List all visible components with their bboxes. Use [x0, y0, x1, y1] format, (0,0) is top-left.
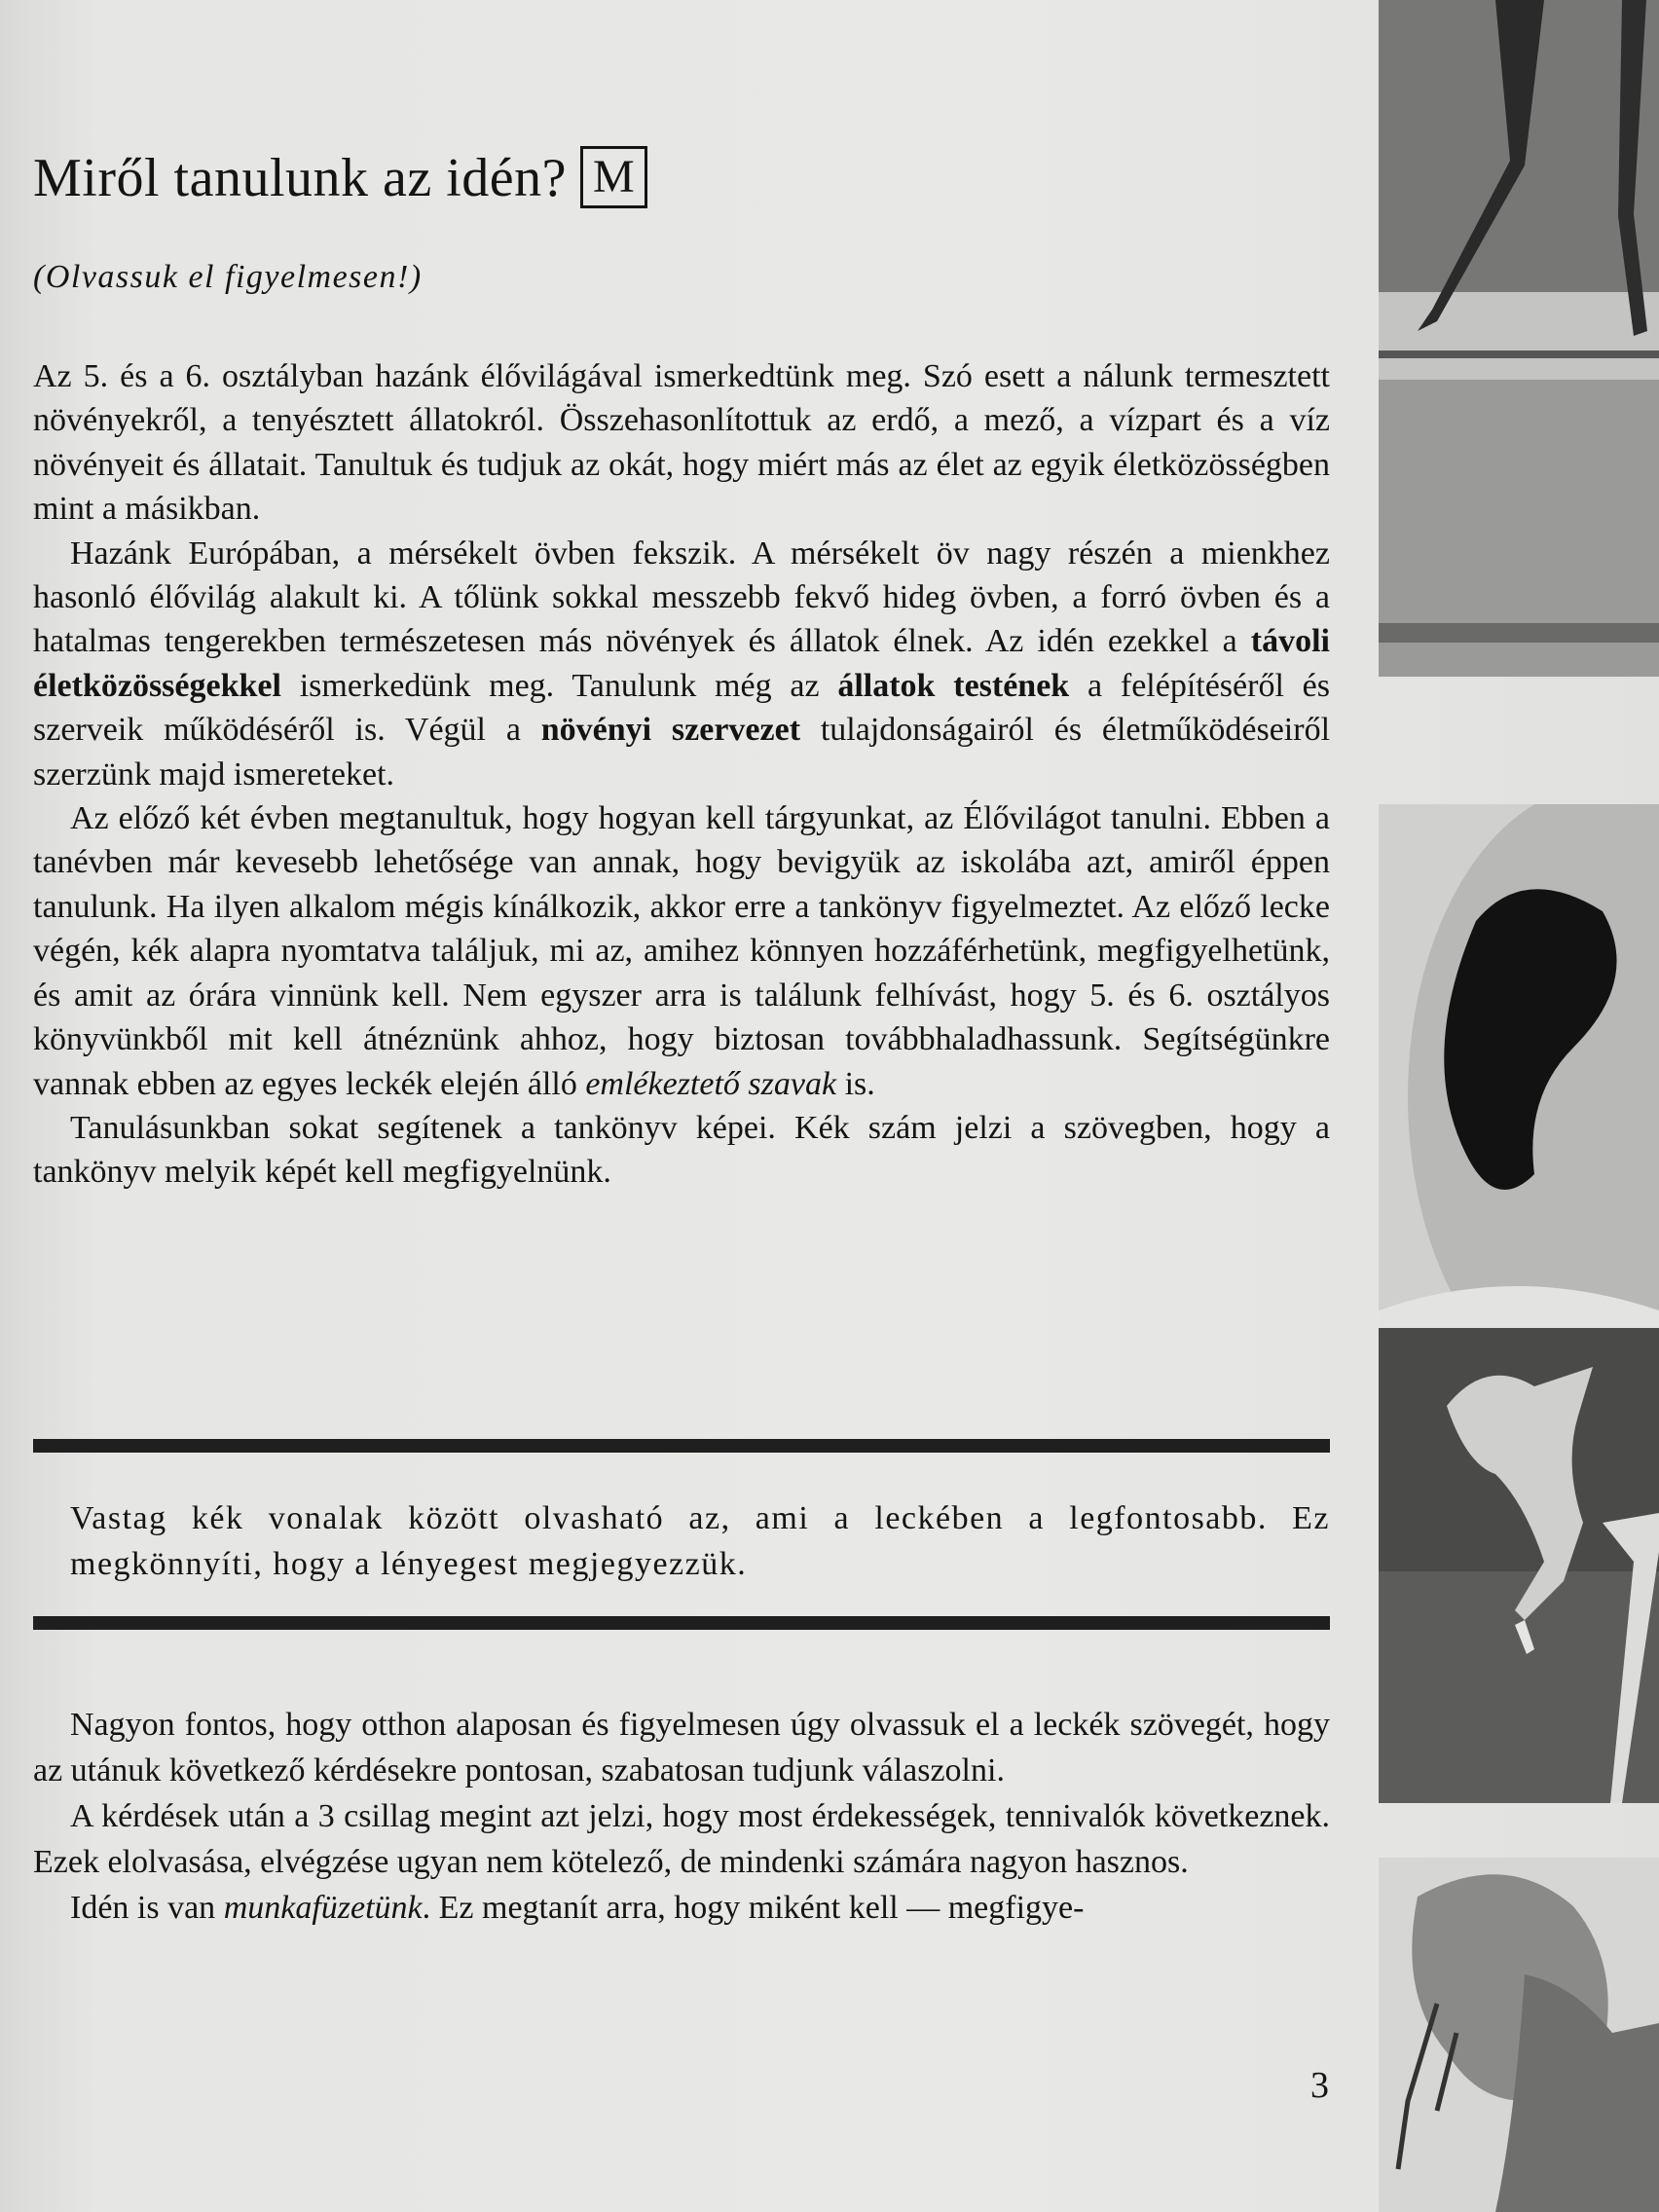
lesson-title: [33, 146, 647, 209]
page-number: 3: [1310, 2065, 1329, 2106]
paragraph-6: A kérdések után a 3 csillag megint azt jelzi, hogy most érdekességek, tennivalók következnek. Ezek elolvasása, elvégzése ugyan nem kötelező, de mindenki számára nagyon hasznos.: [33, 1798, 1330, 1880]
paragraph-7-text: Idén is van: [70, 1890, 216, 1926]
study-tips-section: [33, 1702, 1330, 1931]
paragraph-7-text: . Ez megtanít arra, hogy miként kell — megfigye-: [422, 1890, 1085, 1926]
highlight-text: Vastag kék vonalak között olvasható az, ami a leckében a legfontosabb. Ez megkönnyíti, hogy a lényegest megjegyezzük.: [70, 1500, 1330, 1582]
paragraph-2-text: Hazánk Európában, a mérsékelt övben fekszik. A mérsékelt öv nagy részén a mienkhez hasonló élővilág alakult ki. A tőlünk sokkal messzebb fekvő hideg övben, a forró övben és a hatalmas tengerekben természetesen más növények és állatok élnek. Az idén ezekkel a: [33, 535, 1330, 660]
giraffe-legs-photo: [1379, 0, 1659, 677]
paragraph-2-text: tulajdonságairól és életműködéseiről szerzünk majd ismereteket.: [33, 712, 1331, 793]
bold-term-distant-communities: távoli életközösségekkel: [33, 623, 1330, 704]
paragraph-5: Nagyon fontos, hogy otthon alaposan és figyelmesen úgy olvassuk el a leckék szövegét, hogy az utánuk következő kérdésekre pontosan, szabatosan tudjunk válaszolni.: [33, 1707, 1330, 1788]
lesson-title-text: Miről tanulunk az idén?: [33, 148, 568, 208]
highlight-rule-bottom: [33, 1616, 1330, 1630]
highlight-box: [70, 1495, 1330, 1587]
lesson-subtitle: (Olvassuk el figyelmesen!): [33, 259, 423, 295]
bold-term-plant-organism: növényi szervezet: [540, 712, 801, 749]
paragraph-3-text: Az előző két évben megtanultuk, hogy hogyan kell tárgyunkat, az Élővilágot tanulni. Ebben a tanévben már kevesebb lehetősége van annak, hogy bevigyük az iskolába azt, amiről éppen tanulunk. Ha ilyen alkalom mégis kínálkozik, akkor erre a tankönyv figyelmeztet. Az előző lecke végén, kék alapra nyomtatva találjuk, mi az, amihez könnyen hozzáférhetünk, megfigyelhetünk, és amit az órára vinnünk kell. Nem egyszer arra is találunk felhívást, hogy 5. és 6. osztályos könyvünkből mit kell átnéznünk ahhoz, hogy biztosan továbbhaladhassunk. Segítségünkre vannak ebben az egyes leckék elején álló: [33, 800, 1330, 1102]
antelope-image: [1379, 1328, 1659, 1803]
camel-photo: [1379, 1858, 1659, 2212]
paragraph-7: [33, 1885, 1330, 1931]
paragraph-2: [33, 532, 1330, 796]
paragraph-2-text: ismerkedünk meg. Tanulunk még az: [299, 667, 820, 704]
paragraph-3: [33, 796, 1330, 1106]
camel-image: [1379, 1858, 1659, 2212]
paragraph-4: Tanulásunkban sokat segítenek a tankönyv képei. Kék szám jelzi a szövegben, hogy a tankönyv melyik képét kell megfigyelnünk.: [33, 1109, 1330, 1191]
intro-section: [33, 354, 1330, 1195]
paragraph-1: Az 5. és a 6. osztályban hazánk élővilágával ismerkedtünk meg. Szó esett a nálunk termesztett növényekről, a tenyésztett állatokról. Összehasonlítottuk az erdő, a mező, a vízpart és a víz növényeit és állatait. Tanultuk és tudjuk az okát, hogy miért más az élet az egyik életközösségben mint a másikban.: [33, 358, 1330, 528]
italic-term-reminder-words: emlékeztető szavak: [585, 1065, 837, 1102]
m-badge: M: [580, 146, 647, 208]
paragraph-3-text: is.: [844, 1065, 875, 1102]
italic-term-workbook: munkafüzetünk: [223, 1890, 423, 1926]
paragraph-2-text: a felépítéséről és szerveik működéséről is. Végül a: [33, 667, 1330, 749]
bold-term-animal-body: állatok testének: [837, 667, 1070, 704]
highlight-rule-top: [33, 1439, 1330, 1453]
giraffe-legs-image: [1379, 0, 1659, 677]
antelope-photo: [1379, 1328, 1659, 1803]
